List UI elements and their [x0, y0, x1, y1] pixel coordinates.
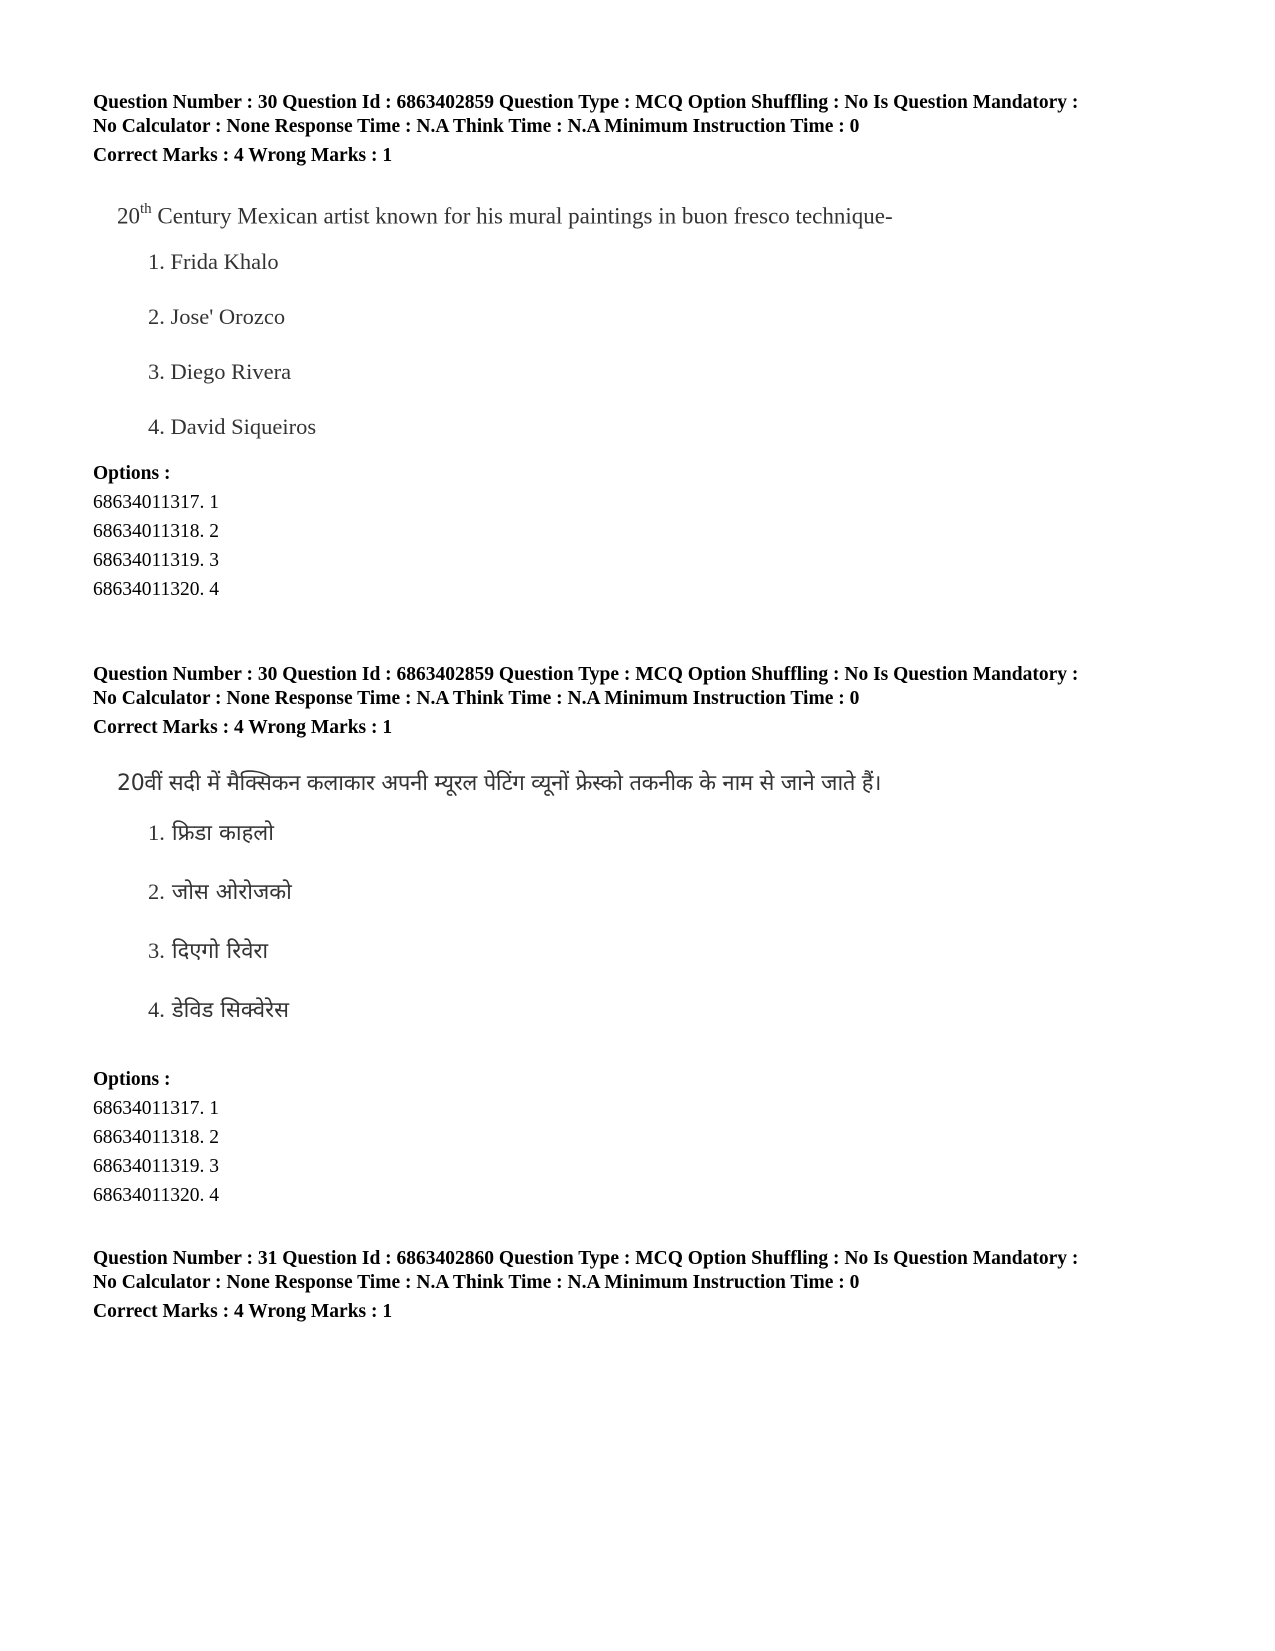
question-marks: Correct Marks : 4 Wrong Marks : 1 [93, 1301, 393, 1322]
option-value: 68634011318. 2 [93, 521, 220, 542]
choice-item [148, 818, 292, 877]
question-meta-line-1: Question Number : 31 Question Id : 6863402860 Question Type : MCQ Option Shuffling : No Is Question Mandatory : [93, 1248, 1079, 1269]
options-section [93, 459, 219, 604]
question-text [117, 203, 893, 230]
question-meta-line-2: No Calculator : None Response Time : N.A Think Time : N.A Minimum Instruction Time : 0 [93, 116, 860, 137]
question-meta-line-2: No Calculator : None Response Time : N.A Think Time : N.A Minimum Instruction Time : 0 [93, 1272, 860, 1293]
choice-number: 2. [148, 879, 165, 904]
option-value: 68634011318. 2 [93, 1127, 220, 1148]
question-meta [93, 1247, 1193, 1324]
choice-text: डेविड सिक्वेरेस [171, 998, 290, 1023]
choice-item: 3. Diego Rivera [148, 359, 292, 384]
option-value: 68634011319. 3 [93, 1156, 220, 1177]
choice-text: दिएगो रिवेरा [171, 939, 269, 964]
question-meta [93, 91, 1193, 168]
options-label: Options : [93, 1069, 171, 1090]
question-marks: Correct Marks : 4 Wrong Marks : 1 [93, 717, 393, 738]
options-section [93, 1065, 219, 1210]
options-list [93, 1094, 219, 1210]
choice-item [148, 877, 292, 936]
question-text-prefix: 20 [117, 203, 140, 229]
question-block-30-en [93, 91, 1193, 631]
choice-text: फ्रिडा काहलो [171, 821, 274, 846]
options-label: Options : [93, 463, 171, 484]
choice-item: 1. Frida Khalo [148, 249, 279, 274]
option-value: 68634011319. 3 [93, 550, 220, 571]
question-text-body: Century Mexican artist known for his mural paintings in buon fresco technique- [151, 203, 893, 229]
choice-item [148, 936, 292, 995]
choice-list [148, 247, 316, 467]
option-value: 68634011317. 1 [93, 492, 220, 513]
question-text: 20वीं सदी में मैक्सिकन कलाकार अपनी म्यूरल पेटिंग व्यूनों फ्रेस्को तकनीक के नाम से जाने जाते हैं। [117, 771, 882, 796]
question-meta-line-1: Question Number : 30 Question Id : 6863402859 Question Type : MCQ Option Shuffling : No Is Question Mandatory : [93, 664, 1079, 685]
question-marks: Correct Marks : 4 Wrong Marks : 1 [93, 145, 393, 166]
options-list [93, 488, 219, 604]
choice-item: 2. Jose' Orozco [148, 304, 286, 329]
option-value: 68634011317. 1 [93, 1098, 220, 1119]
question-meta-line-2: No Calculator : None Response Time : N.A Think Time : N.A Minimum Instruction Time : 0 [93, 688, 860, 709]
choice-item [148, 995, 292, 1054]
choice-list [148, 818, 292, 1054]
choice-number: 4. [148, 997, 165, 1022]
question-block-31 [93, 1247, 1193, 1337]
question-meta-line-1: Question Number : 30 Question Id : 6863402859 Question Type : MCQ Option Shuffling : No Is Question Mandatory : [93, 92, 1079, 113]
question-block-30-hi [93, 663, 1193, 1206]
question-text-superscript: th [140, 201, 152, 217]
choice-text: जोस ओरोजको [171, 880, 292, 905]
choice-number: 1. [148, 820, 165, 845]
option-value: 68634011320. 4 [93, 579, 220, 600]
question-meta [93, 663, 1193, 740]
choice-number: 3. [148, 938, 165, 963]
choice-item: 4. David Siqueiros [148, 414, 317, 439]
option-value: 68634011320. 4 [93, 1185, 220, 1206]
